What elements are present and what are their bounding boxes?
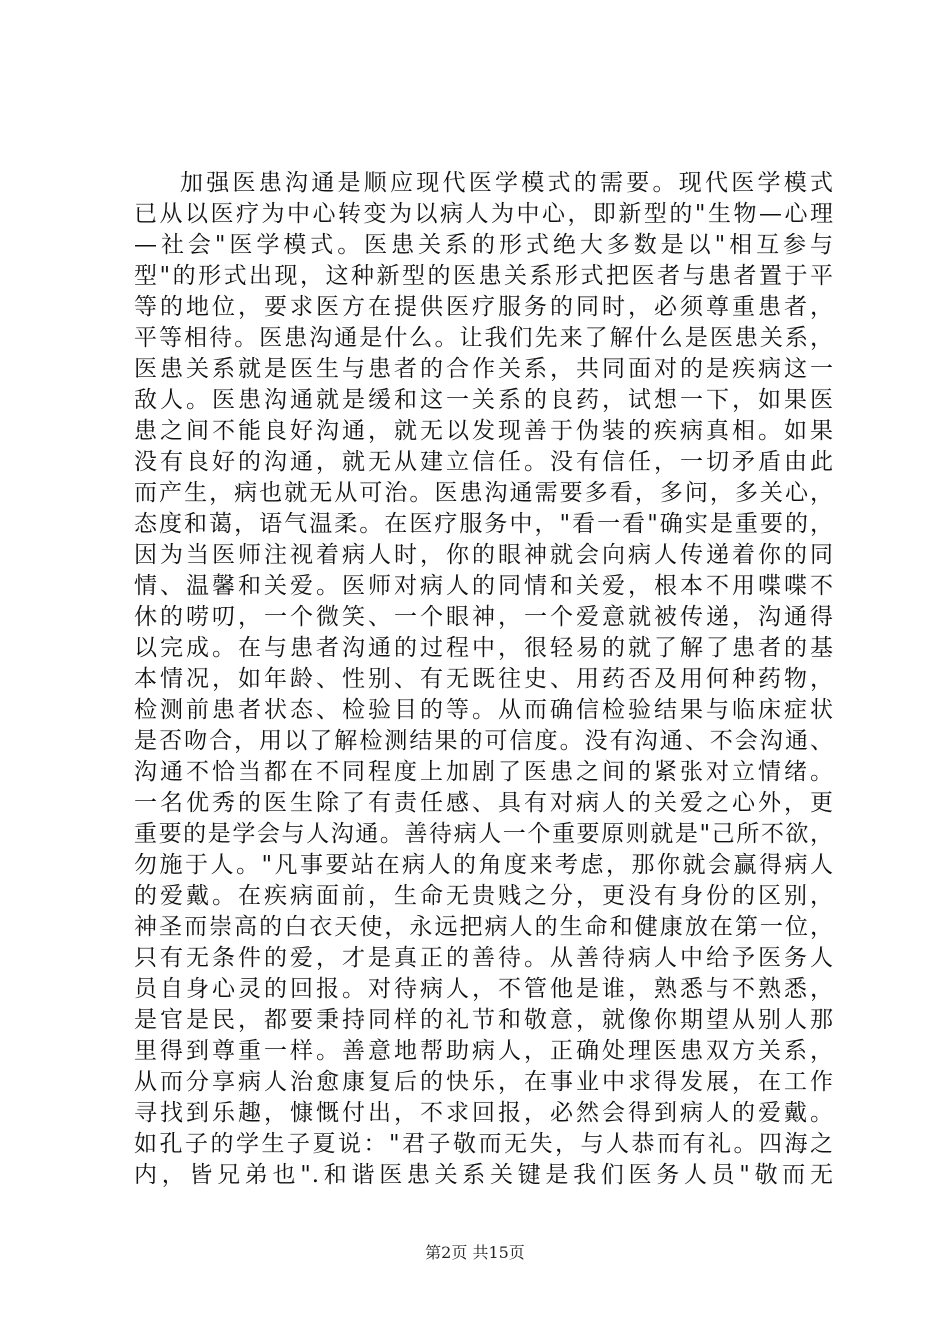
text-line: 医患关系就是医生与患者的合作关系，共同面对的是疾病这一: [134, 356, 834, 382]
text-line: 敌人。医患沟通就是缓和这一关系的良药，试想一下，如果医: [134, 387, 834, 413]
text-line: 员自身心灵的回报。对待病人，不管他是谁，熟悉与不熟悉，: [134, 976, 834, 1002]
text-line: 是官是民，都要秉持同样的礼节和敬意，就像你期望从别人那: [134, 1007, 834, 1033]
text-line: 的爱戴。在疾病面前，生命无贵贱之分，更没有身份的区别，: [134, 883, 834, 909]
text-line: 以完成。在与患者沟通的过程中，很轻易的就了解了患者的基: [134, 635, 834, 661]
text-line: 一名优秀的医生除了有责任感、具有对病人的关爱之心外，更: [134, 790, 834, 816]
text-line: 只有无条件的爱，才是真正的善待。从善待病人中给予医务人: [134, 945, 834, 971]
text-line: —社会"医学模式。医患关系的形式绝大多数是以"相互参与: [134, 232, 834, 258]
page-footer: [0, 1243, 950, 1263]
text-line: 如孔子的学生子夏说："君子敬而无失，与人恭而有礼。四海之: [134, 1131, 834, 1157]
text-line: 从而分享病人治愈康复后的快乐，在事业中求得发展，在工作: [134, 1069, 834, 1095]
text-line: 情、温馨和关爱。医师对病人的同情和关爱，根本不用喋喋不: [134, 573, 834, 599]
text-line: 平等相待。医患沟通是什么。让我们先来了解什么是医患关系，: [134, 325, 834, 351]
text-line: 加强医患沟通是顺应现代医学模式的需要。现代医学模式: [180, 170, 834, 196]
text-line: 重要的是学会与人沟通。善待病人一个重要原则就是"己所不欲，: [134, 821, 834, 847]
text-line: 患之间不能良好沟通，就无以发现善于伪装的疾病真相。如果: [134, 418, 834, 444]
text-line: 寻找到乐趣，慷慨付出，不求回报，必然会得到病人的爱戴。: [134, 1100, 834, 1126]
text-line: 型"的形式出现，这种新型的医患关系形式把医者与患者置于平: [134, 263, 834, 289]
page-number: 第2页 共15页: [425, 1243, 525, 1262]
text-line: 本情况，如年龄、性别、有无既往史、用药否及用何种药物，: [134, 666, 834, 692]
body-paragraph: [134, 168, 834, 1191]
text-line: 神圣而崇高的白衣天使，永远把病人的生命和健康放在第一位，: [134, 914, 834, 940]
text-line: 里得到尊重一样。善意地帮助病人，正确处理医患双方关系，: [134, 1038, 834, 1064]
text-line: 休的唠叨，一个微笑、一个眼神，一个爱意就被传递，沟通得: [134, 604, 834, 630]
text-line: 态度和蔼，语气温柔。在医疗服务中，"看一看"确实是重要的，: [134, 511, 834, 537]
text-line: 已从以医疗为中心转变为以病人为中心，即新型的"生物—心理: [134, 201, 834, 227]
text-line: 而产生，病也就无从可治。医患沟通需要多看，多问，多关心，: [134, 480, 834, 506]
text-line: 勿施于人。"凡事要站在病人的角度来考虑，那你就会赢得病人: [134, 852, 834, 878]
text-line: 内，皆兄弟也".和谐医患关系关键是我们医务人员"敬而无: [134, 1162, 834, 1188]
text-line: 检测前患者状态、检验目的等。从而确信检验结果与临床症状: [134, 697, 834, 723]
text-line: 因为当医师注视着病人时，你的眼神就会向病人传递着你的同: [134, 542, 834, 568]
text-line: 沟通不恰当都在不同程度上加剧了医患之间的紧张对立情绪。: [134, 759, 834, 785]
text-line: 等的地位，要求医方在提供医疗服务的同时，必须尊重患者，: [134, 294, 834, 320]
text-line: 是否吻合，用以了解检测结果的可信度。没有沟通、不会沟通、: [134, 728, 834, 754]
text-line: 没有良好的沟通，就无从建立信任。没有信任，一切矛盾由此: [134, 449, 834, 475]
